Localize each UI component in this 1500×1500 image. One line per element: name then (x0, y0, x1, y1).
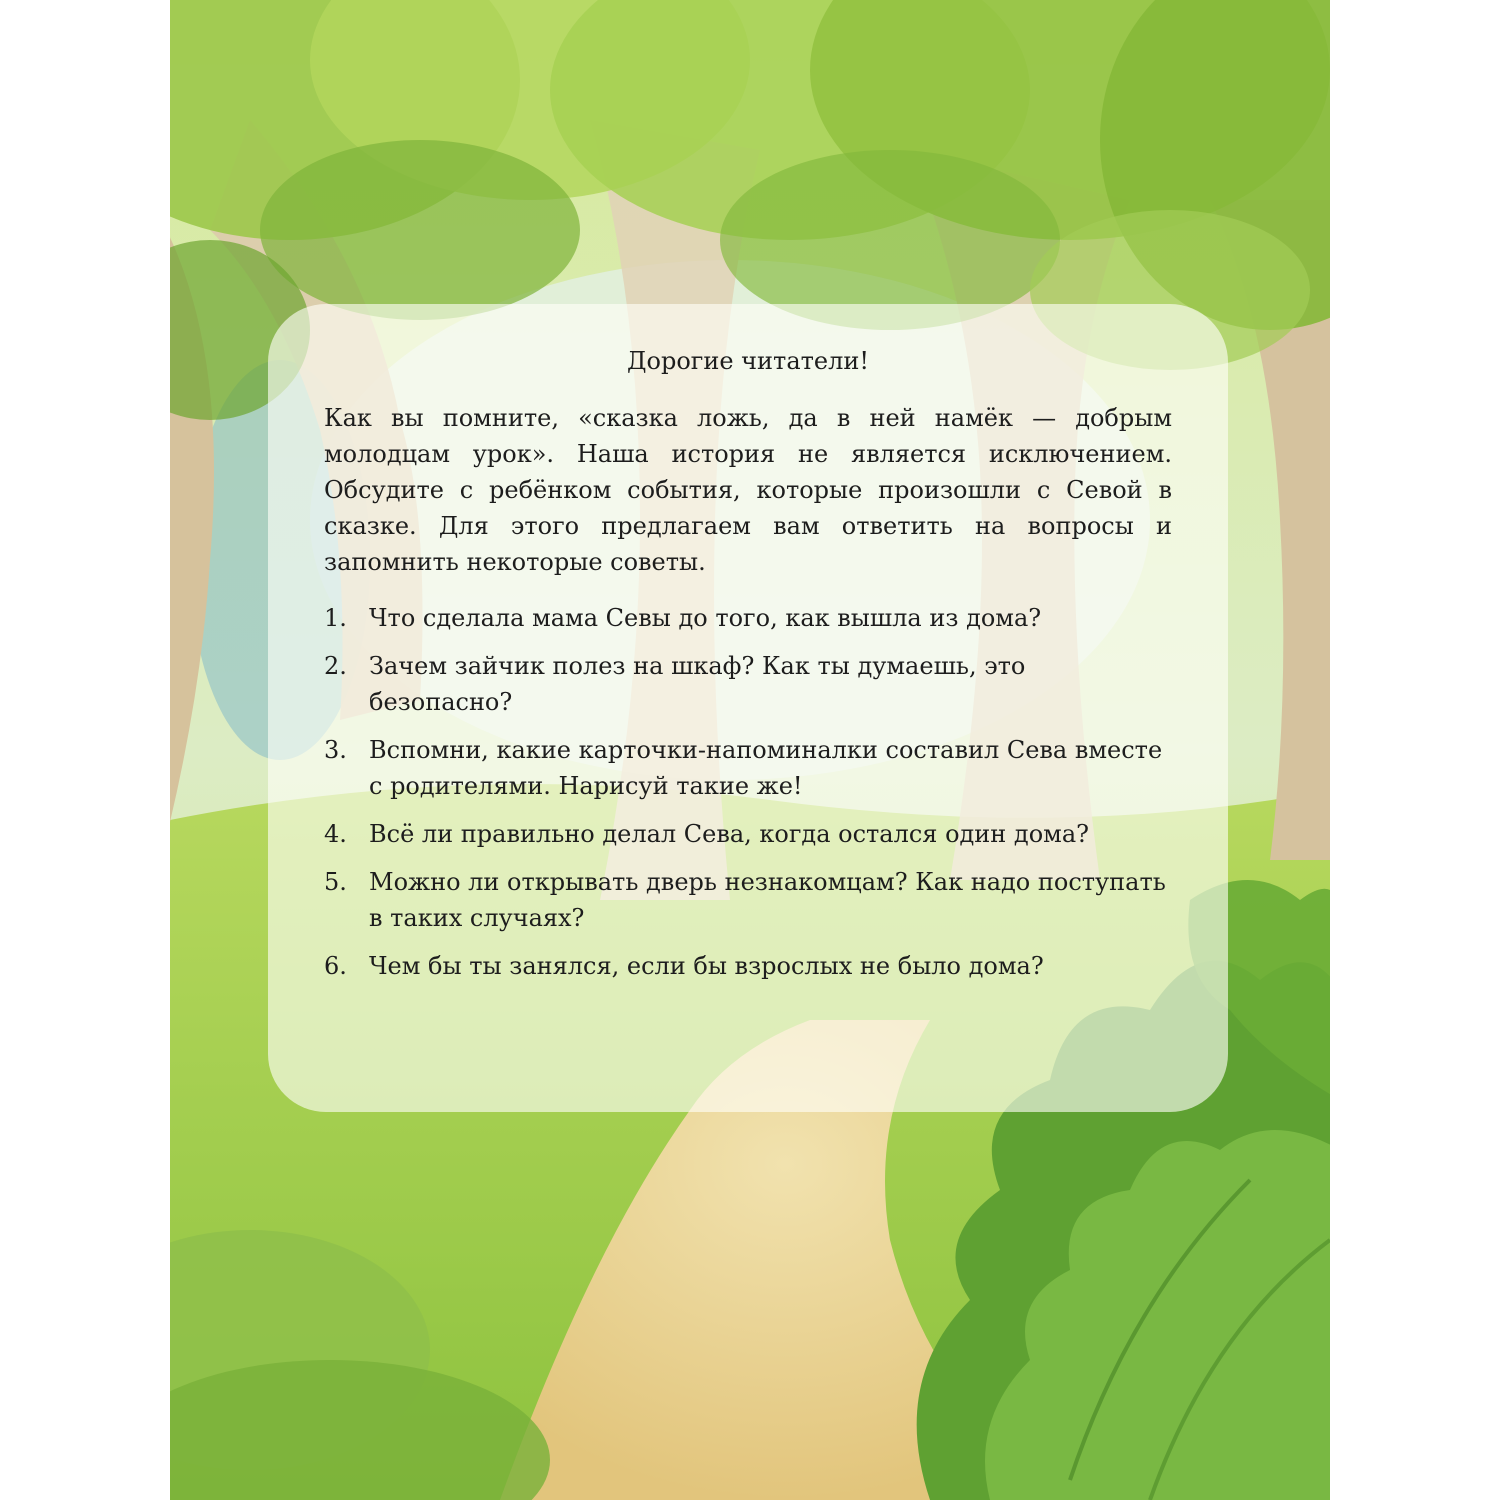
list-item-number: 3. (324, 736, 347, 764)
page-illustration (170, 0, 1330, 1500)
questions-list (324, 600, 1172, 984)
list-item (324, 948, 1172, 984)
list-item (324, 648, 1172, 720)
list-item-text: Вспомни, какие карточки-напоминалки составил Сева вместе с родителями. Нарисуй такие же! (369, 736, 1163, 800)
list-item (324, 600, 1172, 636)
list-item (324, 864, 1172, 936)
intro-paragraph: Как вы помните, «сказка ложь, да в ней намёк — добрым молодцам урок». Наша история не является исключением. Обсудите с ребёнком события, которые произошли с Севой в сказке. Для этого предлагаем вам ответить на вопросы и запомнить некоторые советы. (324, 404, 1172, 576)
list-item-text: Зачем зайчик полез на шкаф? Как ты думаешь, это безопасно? (369, 652, 1026, 716)
list-item (324, 816, 1172, 852)
list-item-number: 6. (324, 952, 347, 980)
page-title: Дорогие читатели! (627, 347, 869, 375)
reader-notes-panel (268, 304, 1228, 1112)
list-item-number: 2. (324, 652, 347, 680)
list-item-number: 5. (324, 868, 347, 896)
list-item-text: Можно ли открывать дверь незнакомцам? Как надо поступать в таких случаях? (369, 868, 1166, 932)
list-item-text: Всё ли правильно делал Сева, когда остался один дома? (369, 820, 1089, 848)
list-item-number: 4. (324, 820, 347, 848)
list-item-text: Чем бы ты занялся, если бы взрослых не было дома? (369, 952, 1044, 980)
list-item-number: 1. (324, 604, 347, 632)
list-item (324, 732, 1172, 804)
list-item-text: Что сделала мама Севы до того, как вышла из дома? (369, 604, 1042, 632)
